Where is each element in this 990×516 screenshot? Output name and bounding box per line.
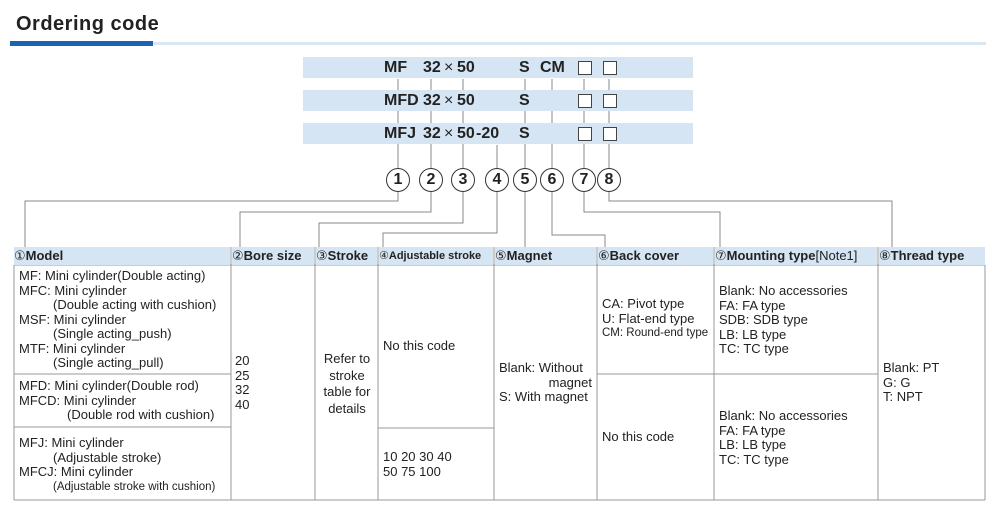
code-adjust: -20	[476, 125, 500, 142]
header-mounting-type: ⑦Mounting type[Note1]	[715, 247, 877, 265]
code-placeholder-box	[578, 94, 592, 108]
marker-6: 6	[540, 168, 564, 192]
code-stroke: 50	[457, 125, 475, 142]
code-cover: CM	[540, 59, 565, 76]
header-bore-size: ②Bore size	[232, 247, 314, 265]
section-title: Ordering code	[16, 13, 160, 35]
code-series: MFJ	[384, 125, 416, 142]
code-series: MFD	[384, 92, 419, 109]
header-model: ①Model	[14, 247, 230, 265]
marker-5: 5	[513, 168, 537, 192]
code-magnet: S	[519, 59, 530, 76]
code-bore: 32	[423, 59, 441, 76]
code-placeholder-box	[603, 127, 617, 141]
code-placeholder-box	[578, 61, 592, 75]
code-stroke: 50	[457, 92, 475, 109]
code-row-mf	[303, 57, 693, 78]
header-magnet: ⑤Magnet	[495, 247, 596, 265]
header-stroke: ③Stroke	[316, 247, 377, 265]
thread-options: Blank: PT G: G T: NPT	[883, 360, 940, 404]
adjust-values: 10 20 30 40 50 75 100	[383, 449, 452, 479]
mount-options-2: Blank: No accessories FA: FA type LB: LB type TC: TC type	[719, 408, 848, 467]
bore-size-list: 20 25 32 40	[235, 353, 250, 412]
header-back-cover: ⑥Back cover	[598, 247, 713, 265]
header-thread-type: ⑧Thread type	[879, 247, 985, 265]
adjust-no-code: No this code	[383, 338, 456, 353]
code-stroke: 50	[457, 59, 475, 76]
code-bore: 32	[423, 92, 441, 109]
code-multiply: ×	[444, 125, 454, 142]
mount-options-1: Blank: No accessories FA: FA type SDB: SDB type LB: LB type TC: TC type	[719, 283, 848, 356]
cover-options: CA: Pivot type U: Flat-end type CM: Round-end type	[602, 296, 709, 339]
model-group-2: MFD: Mini cylinder(Double rod) MFCD: Mini cylinder (Double rod with cushion)	[19, 378, 215, 422]
model-group-1: MF: Mini cylinder(Double acting) MFC: Mini cylinder (Double acting with cushion) MSF: Mini cylinder (Single acting_push) MTF: Mini cylinder (Single acting_pull)	[19, 268, 217, 370]
code-placeholder-box	[603, 94, 617, 108]
code-placeholder-box	[603, 61, 617, 75]
header-adjustable-stroke: ④Adjustable stroke	[379, 247, 493, 265]
marker-3: 3	[451, 168, 475, 192]
code-magnet: S	[519, 92, 530, 109]
cover-no-code: No this code	[602, 429, 675, 444]
code-bore: 32	[423, 125, 441, 142]
stroke-note: Refer to stroke table for details	[323, 351, 371, 416]
magnet-options: Blank: Without magnet S: With magnet	[499, 360, 592, 404]
code-series: MF	[384, 59, 408, 76]
code-row-mfd	[303, 90, 693, 111]
marker-1: 1	[386, 168, 410, 192]
code-magnet: S	[519, 125, 530, 142]
marker-2: 2	[419, 168, 443, 192]
code-placeholder-box	[578, 127, 592, 141]
marker-4: 4	[485, 168, 509, 192]
model-group-3: MFJ: Mini cylinder (Adjustable stroke) MFCJ: Mini cylinder (Adjustable stroke with cushion)	[19, 435, 216, 493]
marker-7: 7	[572, 168, 596, 192]
code-multiply: ×	[444, 92, 454, 109]
marker-8: 8	[597, 168, 621, 192]
code-multiply: ×	[444, 59, 454, 76]
